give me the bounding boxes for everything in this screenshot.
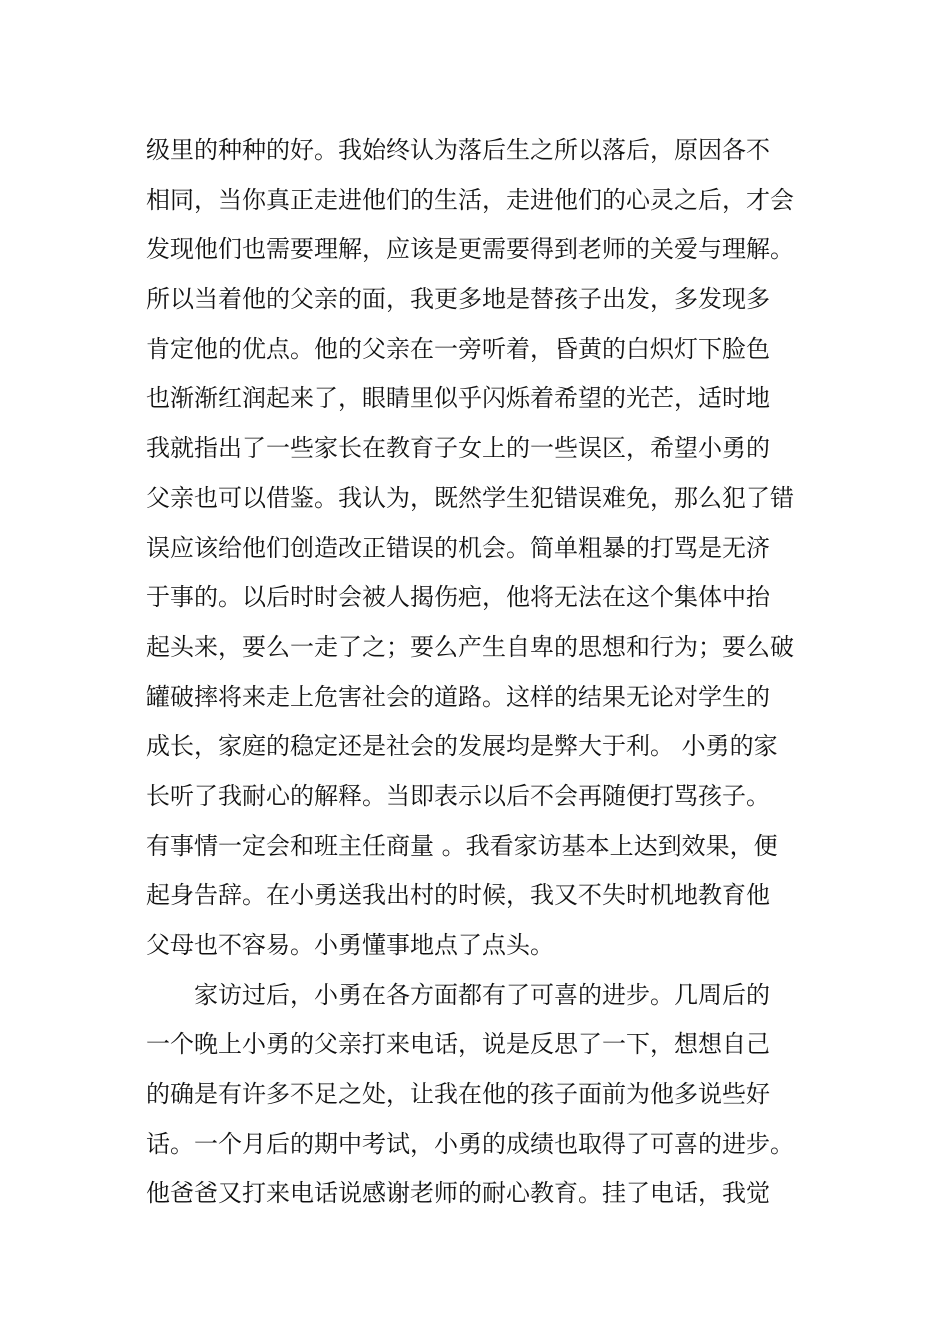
text-line: 肯定他的优点。他的父亲在一旁听着，昏黄的白炽灯下脸色 [146,334,770,363]
text-line: 的确是有许多不足之处，让我在他的孩子面前为他多说些好 [146,1080,770,1109]
body-text [146,126,836,1219]
text-line: 一个晚上小勇的父亲打来电话，说是反思了一下，想想自己 [146,1030,770,1059]
text-line: 话。一个月后的期中考试，小勇的成绩也取得了可喜的进步。 [146,1129,794,1158]
text-line: 长听了我耐心的解释。当即表示以后不会再随便打骂孩子。 [146,781,770,810]
text-line: 所以当着他的父亲的面，我更多地是替孩子出发，多发现多 [146,285,770,314]
text-line: 级里的种种的好。我始终认为落后生之所以落后，原因各不 [146,136,770,164]
text-line: 有事情一定会和班主任商量 。我看家访基本上达到效果，便 [146,831,778,860]
text-line: 父亲也可以借鉴。我认为，既然学生犯错误难免，那么犯了错 [146,483,794,512]
text-line: 他爸爸又打来电话说感谢老师的耐心教育。挂了电话，我觉 [146,1179,770,1208]
text-line: 罐破摔将来走上危害社会的道路。这样的结果无论对学生的 [146,682,770,711]
text-line: 发现他们也需要理解，应该是更需要得到老师的关爱与理解。 [146,235,794,264]
text-line: 于事的。以后时时会被人揭伤疤，他将无法在这个集体中抬 [146,583,770,612]
text-line: 我就指出了一些家长在教育子女上的一些误区，希望小勇的 [146,434,770,463]
text-line: 起头来，要么一走了之；要么产生自卑的思想和行为；要么破 [146,632,794,661]
text-line: 父母也不容易。小勇懂事地点了点头。 [146,931,554,959]
text-line: 误应该给他们创造改正错误的机会。简单粗暴的打骂是无济 [146,533,770,562]
text-line: 成长，家庭的稳定还是社会的发展均是弊大于利。 小勇的家 [146,732,778,761]
text-line: 起身告辞。在小勇送我出村的时候，我又不失时机地教育他 [146,881,770,910]
text-line: 相同，当你真正走进他们的生活，走进他们的心灵之后，才会 [146,185,794,214]
text-line: 也渐渐红润起来了，眼睛里似乎闪烁着希望的光芒，适时地 [146,384,770,413]
paragraph-start-line: 家访过后，小勇在各方面都有了可喜的进步。几周后的 [194,980,770,1009]
